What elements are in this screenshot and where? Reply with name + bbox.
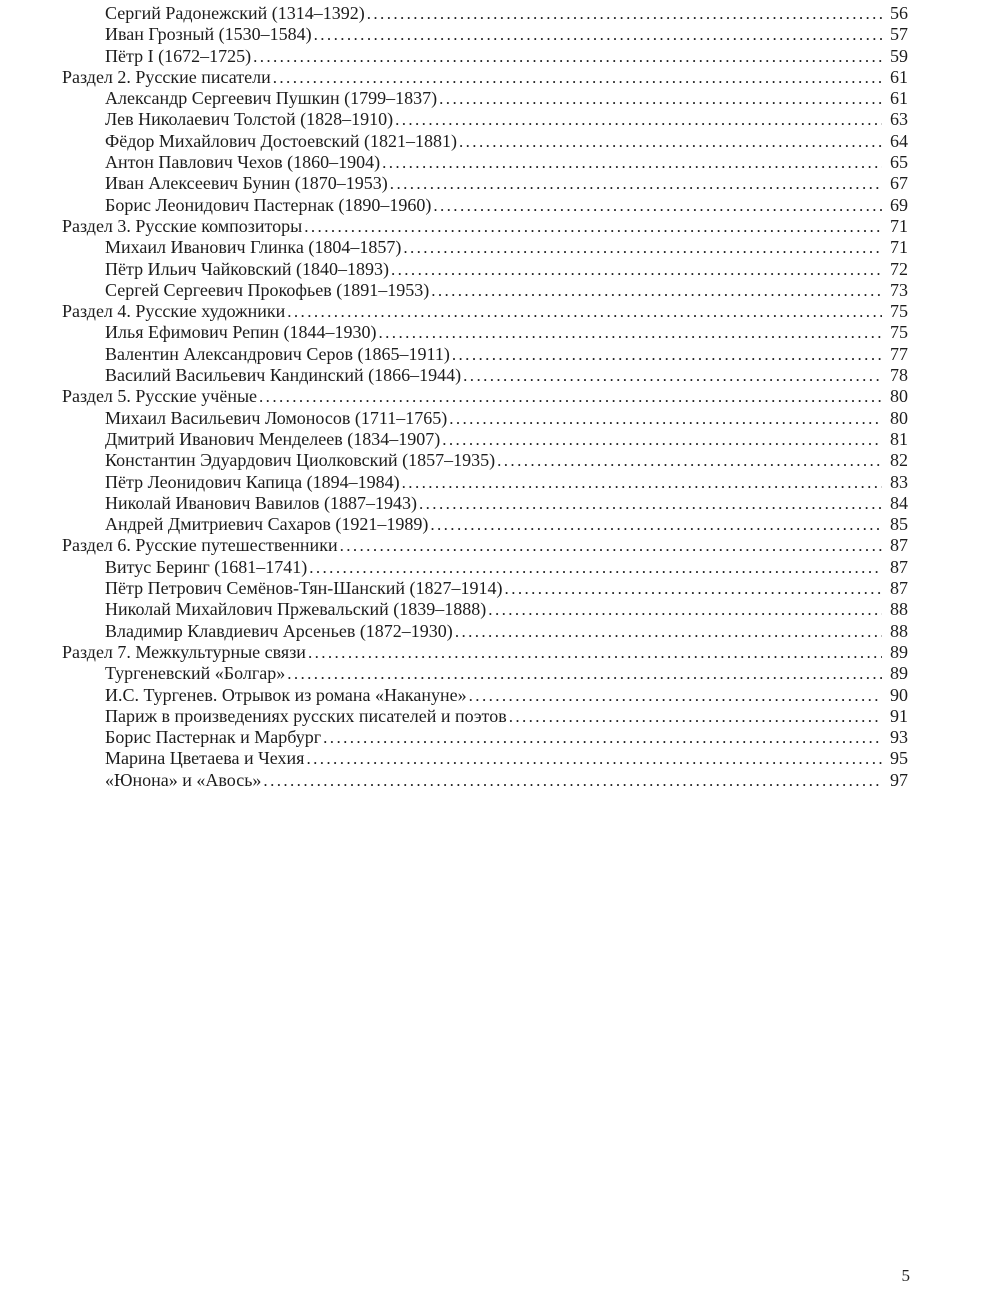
toc-entry-row bbox=[62, 706, 908, 727]
toc-entry-title: Андрей Дмитриевич Сахаров (1921–1989) bbox=[105, 514, 429, 535]
toc-entry-row bbox=[62, 46, 908, 67]
toc-list bbox=[62, 3, 908, 791]
toc-entry-row bbox=[62, 578, 908, 599]
toc-section-title: Раздел 4. Русские художники bbox=[62, 301, 286, 322]
dot-leader bbox=[287, 301, 882, 322]
toc-entry-title: Пётр I (1672–1725) bbox=[105, 45, 252, 66]
toc-entry-page: 89 bbox=[890, 641, 908, 662]
toc-entry-page: 81 bbox=[890, 428, 908, 449]
dot-leader bbox=[309, 557, 882, 578]
toc-entry-title: Марина Цветаева и Чехия bbox=[105, 748, 305, 769]
toc-entry-page: 84 bbox=[890, 492, 908, 513]
toc-entry-row bbox=[62, 195, 908, 216]
toc-entry-title: Александр Сергеевич Пушкин (1799–1837) bbox=[105, 88, 438, 109]
toc-entry-page: 75 bbox=[890, 322, 908, 343]
toc-entry-row bbox=[62, 557, 908, 578]
toc-entry-page: 65 bbox=[890, 152, 908, 173]
toc-section-title: Раздел 7. Межкультурные связи bbox=[62, 641, 306, 662]
toc-entry-page: 64 bbox=[890, 130, 908, 151]
toc-entry-row bbox=[62, 685, 908, 706]
toc-entry-page: 91 bbox=[890, 705, 908, 726]
dot-leader bbox=[488, 599, 882, 620]
toc-entry-page: 71 bbox=[890, 237, 908, 258]
toc-entry-page: 87 bbox=[890, 556, 908, 577]
toc-entry-row bbox=[62, 3, 908, 24]
toc-entry-page: 78 bbox=[890, 365, 908, 386]
toc-entry-page: 61 bbox=[890, 66, 908, 87]
dot-leader bbox=[306, 748, 882, 769]
toc-entry-row bbox=[62, 131, 908, 152]
dot-leader bbox=[433, 195, 882, 216]
dot-leader bbox=[459, 131, 882, 152]
toc-entry-page: 67 bbox=[890, 173, 908, 194]
toc-entry-page: 87 bbox=[890, 578, 908, 599]
toc-entry-title: Борис Пастернак и Марбург bbox=[105, 727, 322, 748]
toc-entry-row bbox=[62, 237, 908, 258]
toc-entry-row bbox=[62, 173, 908, 194]
dot-leader bbox=[455, 621, 882, 642]
toc-entry-row bbox=[62, 621, 908, 642]
toc-entry-title: Дмитрий Иванович Менделеев (1834–1907) bbox=[105, 428, 441, 449]
toc-entry-title: Василий Васильевич Кандинский (1866–1944) bbox=[105, 365, 462, 386]
toc-entry-title: Пётр Петрович Семёнов-Тян-Шанский (1827–1914) bbox=[105, 578, 503, 599]
toc-entry-title: Михаил Иванович Глинка (1804–1857) bbox=[105, 237, 402, 258]
toc-entry-row bbox=[62, 344, 908, 365]
toc-entry-title: Пётр Ильич Чайковский (1840–1893) bbox=[105, 258, 389, 279]
dot-leader bbox=[308, 642, 882, 663]
toc-entry-row bbox=[62, 472, 908, 493]
toc-entry-title: Иван Грозный (1530–1584) bbox=[105, 24, 312, 45]
toc-entry-title: Лев Николаевич Толстой (1828–1910) bbox=[105, 109, 394, 130]
dot-leader bbox=[287, 663, 882, 684]
toc-entry-title: Пётр Леонидович Капица (1894–1984) bbox=[105, 471, 400, 492]
toc-entry-page: 56 bbox=[890, 3, 908, 23]
toc-entry-row bbox=[62, 663, 908, 684]
toc-entry-title: Сергей Сергеевич Прокофьев (1891–1953) bbox=[105, 279, 430, 300]
dot-leader bbox=[431, 280, 882, 301]
toc-entry-title: И.С. Тургенев. Отрывок из романа «Накануне» bbox=[105, 684, 467, 705]
dot-leader bbox=[403, 237, 882, 258]
dot-leader bbox=[391, 259, 882, 280]
toc-entry-row bbox=[62, 88, 908, 109]
toc-entry-page: 75 bbox=[890, 301, 908, 322]
dot-leader bbox=[419, 493, 882, 514]
toc-entry-row bbox=[62, 599, 908, 620]
toc-entry-title: Валентин Александрович Серов (1865–1911) bbox=[105, 343, 450, 364]
toc-entry-page: 89 bbox=[890, 663, 908, 684]
toc-entry-page: 80 bbox=[890, 407, 908, 428]
toc-entry-title: Иван Алексеевич Бунин (1870–1953) bbox=[105, 173, 388, 194]
toc-entry-page: 71 bbox=[890, 215, 908, 236]
dot-leader bbox=[273, 67, 882, 88]
dot-leader bbox=[505, 578, 882, 599]
toc-entry-row bbox=[62, 429, 908, 450]
dot-leader bbox=[439, 88, 882, 109]
dot-leader bbox=[449, 408, 882, 429]
toc-section-row bbox=[62, 386, 908, 407]
toc-section-row bbox=[62, 535, 908, 556]
dot-leader bbox=[442, 429, 882, 450]
toc-entry-title: Витус Беринг (1681–1741) bbox=[105, 556, 308, 577]
dot-leader bbox=[263, 770, 882, 791]
toc-section-title: Раздел 2. Русские писатели bbox=[62, 66, 271, 87]
dot-leader bbox=[259, 386, 882, 407]
dot-leader bbox=[463, 365, 882, 386]
toc-entry-page: 61 bbox=[890, 88, 908, 109]
dot-leader bbox=[395, 109, 882, 130]
dot-leader bbox=[469, 685, 882, 706]
toc-entry-title: Владимир Клавдиевич Арсеньев (1872–1930) bbox=[105, 620, 453, 641]
toc-entry-page: 59 bbox=[890, 45, 908, 66]
toc-entry-row bbox=[62, 408, 908, 429]
dot-leader bbox=[390, 173, 882, 194]
toc-entry-row bbox=[62, 322, 908, 343]
toc-entry-title: Тургеневский «Болгар» bbox=[105, 663, 286, 684]
toc-entry-page: 57 bbox=[890, 24, 908, 45]
toc-entry-title: Париж в произведениях русских писателей и поэтов bbox=[105, 705, 507, 726]
toc-entry-row bbox=[62, 259, 908, 280]
dot-leader bbox=[367, 3, 882, 24]
toc-entry-title: Антон Павлович Чехов (1860–1904) bbox=[105, 152, 381, 173]
dot-leader bbox=[452, 344, 882, 365]
toc-entry-title: «Юнона» и «Авось» bbox=[105, 769, 262, 790]
toc-entry-title: Константин Эдуардович Циолковский (1857–1935) bbox=[105, 450, 496, 471]
dot-leader bbox=[402, 472, 882, 493]
toc-section-row bbox=[62, 301, 908, 322]
dot-leader bbox=[509, 706, 882, 727]
toc-entry-title: Николай Михайлович Пржевальский (1839–1888) bbox=[105, 599, 487, 620]
toc-entry-page: 63 bbox=[890, 109, 908, 130]
toc-section-title: Раздел 3. Русские композиторы bbox=[62, 215, 303, 236]
toc-entry-row bbox=[62, 748, 908, 769]
dot-leader bbox=[304, 216, 882, 237]
toc-entry-page: 82 bbox=[890, 450, 908, 471]
dot-leader bbox=[253, 46, 882, 67]
page-number: 5 bbox=[901, 1266, 910, 1285]
toc-entry-page: 87 bbox=[890, 535, 908, 556]
toc-section-title: Раздел 5. Русские учёные bbox=[62, 386, 258, 407]
toc-entry-page: 90 bbox=[890, 684, 908, 705]
toc-entry-title: Николай Иванович Вавилов (1887–1943) bbox=[105, 492, 417, 513]
toc-entry-page: 88 bbox=[890, 599, 908, 620]
toc-entry-row bbox=[62, 770, 908, 791]
toc-section-title: Раздел 6. Русские путешественники bbox=[62, 535, 338, 556]
dot-leader bbox=[497, 450, 882, 471]
toc-entry-page: 72 bbox=[890, 258, 908, 279]
toc-entry-page: 97 bbox=[890, 769, 908, 790]
dot-leader bbox=[430, 514, 882, 535]
toc-entry-title: Михаил Васильевич Ломоносов (1711–1765) bbox=[105, 407, 448, 428]
toc-entry-page: 77 bbox=[890, 343, 908, 364]
toc-entry-title: Илья Ефимович Репин (1844–1930) bbox=[105, 322, 377, 343]
toc-section-row bbox=[62, 216, 908, 237]
dot-leader bbox=[323, 727, 882, 748]
toc-entry-row bbox=[62, 493, 908, 514]
dot-leader bbox=[382, 152, 882, 173]
toc-entry-title: Сергий Радонежский (1314–1392) bbox=[105, 3, 365, 23]
toc-entry-title: Фёдор Михайлович Достоевский (1821–1881) bbox=[105, 130, 457, 151]
toc-entry-row bbox=[62, 727, 908, 748]
toc-entry-title: Борис Леонидович Пастернак (1890–1960) bbox=[105, 194, 432, 215]
toc-entry-page: 73 bbox=[890, 279, 908, 300]
toc-entry-row bbox=[62, 514, 908, 535]
toc-entry-row bbox=[62, 450, 908, 471]
toc-entry-page: 93 bbox=[890, 727, 908, 748]
dot-leader bbox=[314, 24, 882, 45]
toc-entry-page: 85 bbox=[890, 514, 908, 535]
toc-entry-row bbox=[62, 109, 908, 130]
toc-section-row bbox=[62, 67, 908, 88]
toc-entry-page: 95 bbox=[890, 748, 908, 769]
dot-leader bbox=[379, 322, 883, 343]
toc-entry-row bbox=[62, 152, 908, 173]
toc-entry-page: 83 bbox=[890, 471, 908, 492]
toc-entry-page: 80 bbox=[890, 386, 908, 407]
toc-entry-row bbox=[62, 365, 908, 386]
toc-entry-row bbox=[62, 280, 908, 301]
dot-leader bbox=[340, 535, 882, 556]
toc-entry-page: 69 bbox=[890, 194, 908, 215]
toc-entry-row bbox=[62, 24, 908, 45]
toc-entry-page: 88 bbox=[890, 620, 908, 641]
toc-section-row bbox=[62, 642, 908, 663]
